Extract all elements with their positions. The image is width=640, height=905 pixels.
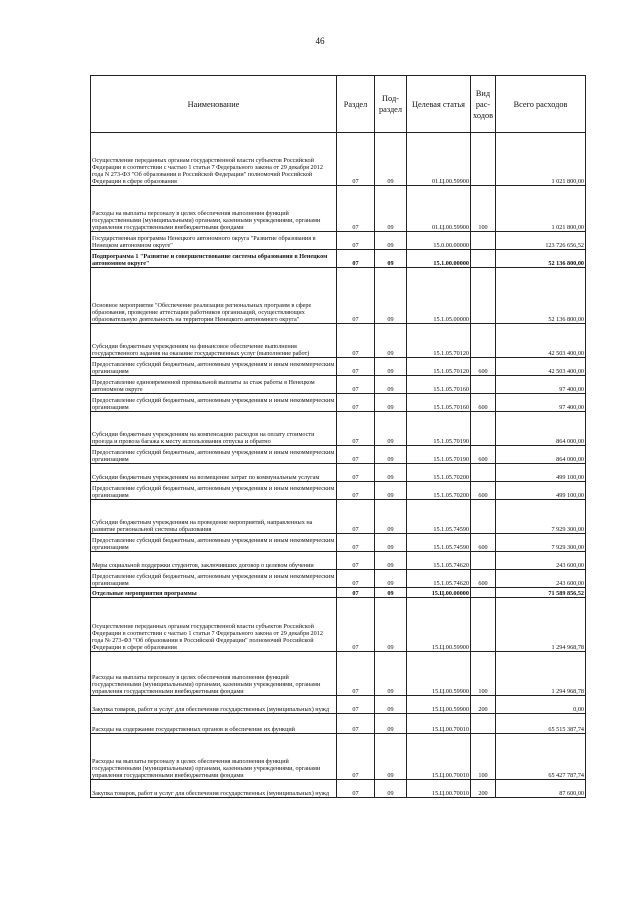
cell-amount: 864 000,00 <box>496 412 586 446</box>
cell-section: 07 <box>337 358 375 376</box>
page-number: 46 <box>315 36 325 46</box>
cell-expense-type: 600 <box>471 394 496 412</box>
table-row <box>91 133 586 186</box>
cell-section: 07 <box>337 696 375 714</box>
cell-amount: 1 021 800,00 <box>496 186 586 232</box>
table-row <box>91 714 586 734</box>
cell-name: Основное мероприятие "Обеспечение реализации региональных программ в сфере образования, проведение аттестации работников организаций, осуществляющих образовательную деятельность на территории Ненецкого автономного округа" <box>91 268 337 324</box>
cell-expense-type: 100 <box>471 186 496 232</box>
cell-subsection: 09 <box>375 570 407 588</box>
cell-amount: 87 600,00 <box>496 780 586 798</box>
cell-expense-type <box>471 464 496 482</box>
table-row <box>91 570 586 588</box>
cell-amount: 7 929 300,00 <box>496 500 586 534</box>
cell-subsection: 09 <box>375 500 407 534</box>
cell-amount: 864 000,00 <box>496 446 586 464</box>
cell-amount: 499 100,00 <box>496 464 586 482</box>
cell-expense-type: 600 <box>471 358 496 376</box>
cell-amount: 97 400,00 <box>496 394 586 412</box>
cell-amount: 1 294 968,78 <box>496 652 586 696</box>
cell-name: Меры социальной поддержки студентов, заключивших договор о целевом обучении <box>91 552 337 570</box>
cell-expense-type <box>471 133 496 186</box>
cell-section: 07 <box>337 268 375 324</box>
cell-section: 07 <box>337 570 375 588</box>
cell-name: Предоставление субсидий бюджетным, автономным учреждениям и иным некоммерческим организациям <box>91 570 337 588</box>
cell-amount: 243 600,00 <box>496 570 586 588</box>
cell-target-article: 15.Ц.00.70010 <box>407 780 471 798</box>
cell-expense-type <box>471 268 496 324</box>
cell-expense-type: 200 <box>471 780 496 798</box>
cell-section: 07 <box>337 652 375 696</box>
table-row <box>91 734 586 780</box>
cell-section: 07 <box>337 376 375 394</box>
cell-section: 07 <box>337 500 375 534</box>
table-row <box>91 250 586 268</box>
cell-expense-type <box>471 714 496 734</box>
cell-name: Расходы на содержание государственных органов и обеспечение их функций <box>91 714 337 734</box>
table-header-row <box>91 76 586 133</box>
cell-amount: 499 100,00 <box>496 482 586 500</box>
cell-section: 07 <box>337 534 375 552</box>
cell-target-article: 15.1.05.70120 <box>407 324 471 358</box>
cell-subsection: 09 <box>375 652 407 696</box>
cell-amount: 97 400,00 <box>496 376 586 394</box>
cell-name: Предоставление субсидий бюджетным, автономным учреждениям и иным некоммерческим организациям <box>91 358 337 376</box>
cell-name: Предоставление субсидий бюджетным, автономным учреждениям и иным некоммерческим организациям <box>91 534 337 552</box>
cell-section: 07 <box>337 250 375 268</box>
cell-target-article: 15.1.05.70200 <box>407 464 471 482</box>
cell-target-article: 15.1.05.70120 <box>407 358 471 376</box>
cell-target-article: 15.Ц.00.59900 <box>407 598 471 652</box>
cell-name: Осуществление переданных органам государственной власти субъектов Российской Федерации в соответствии с частью 1 статьи 7 Федерального закона от 29 декабря 2012 года № 273-ФЗ "Об образовании в Российской Федерации" полномочий Российской Федерации в сфере образования <box>91 598 337 652</box>
cell-expense-type <box>471 232 496 250</box>
cell-expense-type <box>471 324 496 358</box>
cell-amount: 7 929 300,00 <box>496 534 586 552</box>
cell-amount: 65 427 787,74 <box>496 734 586 780</box>
cell-target-article: 15.1.05.70200 <box>407 482 471 500</box>
cell-name: Субсидии бюджетным учреждениям на проведение мероприятий, направленных на развитие региональной системы образования <box>91 500 337 534</box>
cell-expense-type <box>471 376 496 394</box>
table-body <box>91 133 586 798</box>
table-row <box>91 780 586 798</box>
cell-section: 07 <box>337 232 375 250</box>
header-subsection: Под-раздел <box>375 76 407 133</box>
cell-expense-type: 600 <box>471 482 496 500</box>
cell-target-article: 15.Ц.00.59900 <box>407 696 471 714</box>
cell-name: Закупка товаров, работ и услуг для обеспечения государственных (муниципальных) нужд <box>91 696 337 714</box>
cell-name: Расходы на выплаты персоналу в целях обеспечения выполнения функций государственными (муниципальными) органами, казенными учреждениями, органами управления государственными внебюджетными фондами <box>91 734 337 780</box>
table-row <box>91 652 586 696</box>
cell-name: Субсидии бюджетным учреждениям на компенсацию расходов на оплату стоимости проезда и провоза багажа к месту использования отпуска и обратно <box>91 412 337 446</box>
table-row <box>91 696 586 714</box>
cell-subsection: 09 <box>375 324 407 358</box>
cell-section: 07 <box>337 464 375 482</box>
cell-expense-type: 100 <box>471 652 496 696</box>
cell-subsection: 09 <box>375 696 407 714</box>
cell-amount: 71 589 856,52 <box>496 588 586 598</box>
cell-subsection: 09 <box>375 482 407 500</box>
cell-target-article: 15.1.05.74620 <box>407 570 471 588</box>
cell-target-article: 15.0.00.00000 <box>407 232 471 250</box>
cell-section: 07 <box>337 446 375 464</box>
cell-subsection: 09 <box>375 133 407 186</box>
cell-name: Государственная программа Ненецкого автономного округа "Развитие образования в Ненецком автономном округе" <box>91 232 337 250</box>
cell-expense-type <box>471 598 496 652</box>
cell-name: Предоставление субсидий бюджетным, автономным учреждениям и иным некоммерческим организациям <box>91 446 337 464</box>
table-row <box>91 394 586 412</box>
header-expense-type: Вид рас-ходов <box>471 76 496 133</box>
cell-name: Закупка товаров, работ и услуг для обеспечения государственных (муниципальных) нужд <box>91 780 337 798</box>
cell-expense-type: 600 <box>471 534 496 552</box>
cell-section: 07 <box>337 552 375 570</box>
cell-subsection: 09 <box>375 412 407 446</box>
cell-name: Расходы на выплаты персоналу в целях обеспечения выполнения функций государственными (муниципальными) органами, казенными учреждениями, органами управления государственными внебюджетными фондами <box>91 186 337 232</box>
table-row <box>91 268 586 324</box>
table-row <box>91 482 586 500</box>
cell-amount: 52 136 800,00 <box>496 250 586 268</box>
cell-target-article: 15.1.05.70190 <box>407 446 471 464</box>
cell-amount: 1 294 968,78 <box>496 598 586 652</box>
cell-amount: 42 503 400,00 <box>496 324 586 358</box>
cell-target-article: 01.Ц.00.59900 <box>407 133 471 186</box>
cell-expense-type <box>471 412 496 446</box>
cell-amount: 243 600,00 <box>496 552 586 570</box>
cell-target-article: 15.Ц.00.70010 <box>407 714 471 734</box>
table-row <box>91 464 586 482</box>
cell-expense-type: 600 <box>471 570 496 588</box>
cell-subsection: 09 <box>375 394 407 412</box>
cell-name: Субсидии бюджетным учреждениям на возмещение затрат по коммунальным услугам <box>91 464 337 482</box>
cell-target-article: 15.Ц.00.00000 <box>407 588 471 598</box>
cell-section: 07 <box>337 394 375 412</box>
cell-subsection: 09 <box>375 186 407 232</box>
cell-name: Осуществление переданных органам государственной власти субъектов Российской Федерации в соответствии с частью 1 статьи 7 Федерального закона от 29 декабря 2012 года N 273-ФЗ "Об образовании в Российской Федерации" полномочий Российской Федерации в сфере образования <box>91 133 337 186</box>
header-name: Наименование <box>91 76 337 133</box>
cell-target-article: 15.1.05.70160 <box>407 394 471 412</box>
cell-target-article: 15.1.05.70160 <box>407 376 471 394</box>
cell-expense-type: 600 <box>471 446 496 464</box>
budget-table <box>90 75 586 798</box>
table-row <box>91 598 586 652</box>
cell-target-article: 15.1.05.74590 <box>407 500 471 534</box>
cell-expense-type <box>471 250 496 268</box>
cell-subsection: 09 <box>375 358 407 376</box>
cell-name: Подпрограмма 1 "Развитие и совершенствование системы образования в Ненецком автономном округе" <box>91 250 337 268</box>
cell-subsection: 09 <box>375 464 407 482</box>
header-section: Раздел <box>337 76 375 133</box>
cell-amount: 1 021 800,00 <box>496 133 586 186</box>
cell-target-article: 15.1.05.00000 <box>407 268 471 324</box>
cell-target-article: 15.1.00.00000 <box>407 250 471 268</box>
cell-section: 07 <box>337 412 375 446</box>
cell-target-article: 15.1.05.70190 <box>407 412 471 446</box>
table-row <box>91 232 586 250</box>
cell-target-article: 15.1.05.74590 <box>407 534 471 552</box>
cell-name: Отдельные мероприятия программы <box>91 588 337 598</box>
header-target-article: Целевая статья <box>407 76 471 133</box>
cell-subsection: 09 <box>375 598 407 652</box>
cell-expense-type: 100 <box>471 734 496 780</box>
cell-subsection: 09 <box>375 376 407 394</box>
table-row <box>91 358 586 376</box>
table-row <box>91 186 586 232</box>
cell-section: 07 <box>337 598 375 652</box>
cell-subsection: 09 <box>375 446 407 464</box>
cell-section: 07 <box>337 714 375 734</box>
table-row <box>91 552 586 570</box>
cell-subsection: 09 <box>375 734 407 780</box>
cell-section: 07 <box>337 588 375 598</box>
table-row <box>91 534 586 552</box>
cell-section: 07 <box>337 780 375 798</box>
cell-expense-type <box>471 552 496 570</box>
cell-subsection: 09 <box>375 552 407 570</box>
table-row <box>91 446 586 464</box>
cell-name: Предоставление субсидий бюджетным, автономным учреждениям и иным некоммерческим организациям <box>91 394 337 412</box>
cell-expense-type <box>471 500 496 534</box>
cell-section: 07 <box>337 734 375 780</box>
cell-subsection: 09 <box>375 232 407 250</box>
cell-target-article: 01.Ц.00.59900 <box>407 186 471 232</box>
cell-section: 07 <box>337 133 375 186</box>
cell-amount: 42 503 400,00 <box>496 358 586 376</box>
table-row <box>91 324 586 358</box>
cell-name: Субсидии бюджетным учреждениям на финансовое обеспечение выполнения государственного задания на оказание государственных услуг (выполнение работ) <box>91 324 337 358</box>
cell-subsection: 09 <box>375 780 407 798</box>
cell-expense-type <box>471 588 496 598</box>
cell-amount: 52 136 800,00 <box>496 268 586 324</box>
header-total: Всего расходов <box>496 76 586 133</box>
table-row <box>91 376 586 394</box>
cell-subsection: 09 <box>375 588 407 598</box>
cell-expense-type: 200 <box>471 696 496 714</box>
table-row <box>91 588 586 598</box>
cell-section: 07 <box>337 186 375 232</box>
cell-subsection: 09 <box>375 250 407 268</box>
cell-amount: 123 726 656,52 <box>496 232 586 250</box>
table-row <box>91 412 586 446</box>
cell-target-article: 15.1.05.74620 <box>407 552 471 570</box>
cell-name: Предоставление субсидий бюджетным, автономным учреждениям и иным некоммерческим организациям <box>91 482 337 500</box>
cell-name: Предоставление единовременной премиальной выплаты за стаж работы в Ненецком автономном округе <box>91 376 337 394</box>
cell-subsection: 09 <box>375 268 407 324</box>
cell-amount: 0,00 <box>496 696 586 714</box>
cell-subsection: 09 <box>375 534 407 552</box>
cell-subsection: 09 <box>375 714 407 734</box>
cell-section: 07 <box>337 482 375 500</box>
cell-section: 07 <box>337 324 375 358</box>
cell-target-article: 15.Ц.00.59900 <box>407 652 471 696</box>
cell-amount: 65 515 387,74 <box>496 714 586 734</box>
cell-name: Расходы на выплаты персоналу в целях обеспечения выполнения функций государственными (муниципальными) органами, казенными учреждениями, органами управления государственными внебюджетными фондами <box>91 652 337 696</box>
table-row <box>91 500 586 534</box>
cell-target-article: 15.Ц.00.70010 <box>407 734 471 780</box>
